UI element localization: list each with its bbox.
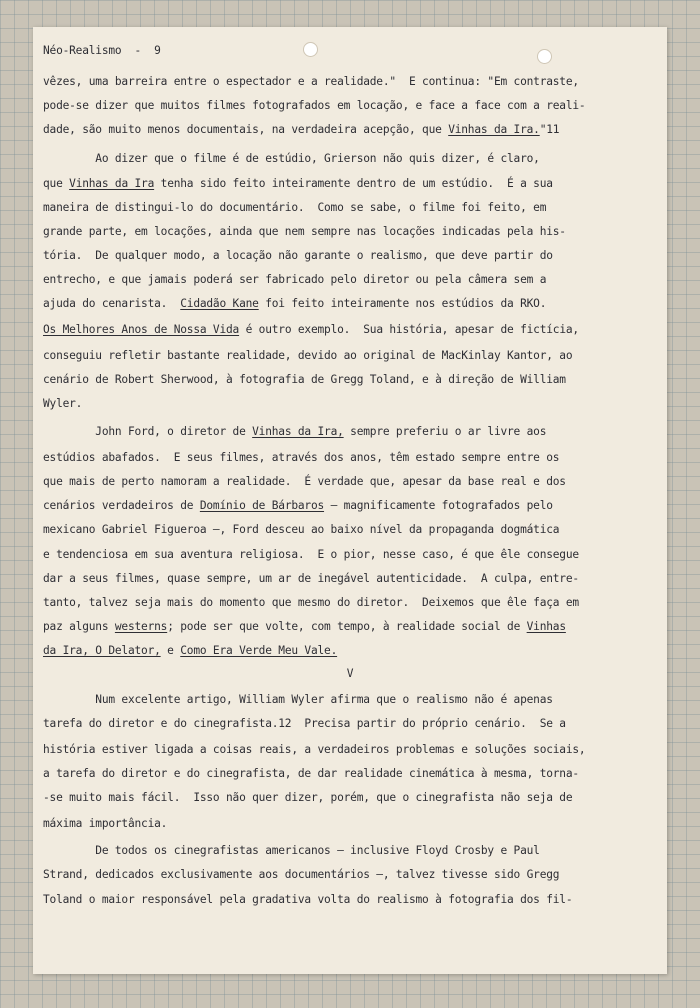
text-segment: e xyxy=(160,644,181,657)
text-segment: que xyxy=(43,177,70,190)
text-segment: tória. De qualquer modo, a locação não garante o realismo, que deve partir do xyxy=(43,249,553,262)
page-body xyxy=(33,27,667,906)
text-line xyxy=(43,499,553,513)
underlined-title: Vinhas da Ira xyxy=(69,177,155,190)
text-line xyxy=(43,743,585,757)
text-segment: ; pode ser que volte, com tempo, à realidade social de xyxy=(167,620,527,633)
text-segment: foi feito inteiramente nos estúdios da RKO. xyxy=(258,297,547,310)
text-line xyxy=(43,596,579,610)
text-line xyxy=(43,693,553,707)
text-segment: é outro exemplo. Sua história, apesar de fictícia, xyxy=(239,323,579,336)
typewritten-page xyxy=(33,27,667,974)
text-segment: e tendenciosa em sua aventura religiosa. E o pior, nesse caso, é que êle consegue xyxy=(43,548,579,561)
page-header: Néo-Realismo - 9 xyxy=(43,44,161,57)
text-line xyxy=(43,893,572,907)
text-segment: maneira de distingui-lo do documentário. Como se sabe, o filme foi feito, em xyxy=(43,201,547,214)
text-segment: De todos os cinegrafistas americanos — inclusive Floyd Crosby e Paul xyxy=(43,844,540,857)
text-segment: máxima importância. xyxy=(43,817,168,830)
text-segment: mexicano Gabriel Figueroa —, Ford desceu ao baixo nível da propaganda dogmática xyxy=(43,523,560,536)
underlined-title: Vinhas da Ira. xyxy=(448,123,540,136)
underlined-title: da Ira, O Delator, xyxy=(43,644,161,657)
underlined-title: Vinhas da Ira, xyxy=(252,425,344,438)
text-line xyxy=(43,844,540,858)
text-segment: tanto, talvez seja mais do momento que mesmo do diretor. Deixemos que êle faça em xyxy=(43,596,579,609)
text-line xyxy=(43,644,337,658)
text-line xyxy=(43,323,579,337)
text-segment: entrecho, e que jamais poderá ser fabricado pelo diretor ou pela câmera sem a xyxy=(43,273,547,286)
text-segment: dade, são muito menos documentais, na verdadeira acepção, que xyxy=(43,123,449,136)
text-segment: V xyxy=(346,667,354,680)
text-line xyxy=(43,225,566,239)
text-line xyxy=(43,397,82,411)
text-segment: Ao dizer que o filme é de estúdio, Grierson não quis dizer, é claro, xyxy=(43,152,540,165)
text-line xyxy=(43,373,566,387)
text-segment: dar a seus filmes, quase sempre, um ar de inegável autenticidade. A culpa, entre- xyxy=(43,572,579,585)
text-line xyxy=(43,572,579,586)
text-line xyxy=(43,249,553,263)
underlined-title: Domínio de Bárbaros xyxy=(199,499,325,512)
text-segment: vêzes, uma barreira entre o espectador e a realidade." E continua: "Em contraste, xyxy=(43,75,579,88)
text-line xyxy=(43,523,559,537)
text-line xyxy=(43,767,579,781)
underlined-title: Vinhas xyxy=(526,620,566,633)
text-segment: — magnificamente fotografados pelo xyxy=(324,499,553,512)
text-segment: Toland o maior responsável pela gradativa volta do realismo à fotografia dos fil- xyxy=(43,893,573,906)
text-segment: conseguiu refletir bastante realidade, devido ao original de MacKinlay Kantor, ao xyxy=(43,349,573,362)
text-segment: sempre preferiu o ar livre aos xyxy=(343,425,547,438)
text-segment: -se muito mais fácil. Isso não quer dizer, porém, que o cinegrafista não seja de xyxy=(43,791,573,804)
text-line xyxy=(43,868,559,882)
text-line xyxy=(43,123,559,137)
text-segment: a tarefa do diretor e do cinegrafista, de dar realidade cinemática à mesma, torna- xyxy=(43,767,579,780)
text-segment: grande parte, em locações, ainda que nem sempre nas locações indicadas pela his- xyxy=(43,225,566,238)
text-line xyxy=(43,475,566,489)
text-segment: Strand, dedicados exclusivamente aos documentários —, talvez tivesse sido Gregg xyxy=(43,868,560,881)
text-line xyxy=(43,349,572,363)
text-line xyxy=(33,667,667,681)
text-line xyxy=(43,791,572,805)
text-line xyxy=(43,152,540,166)
underlined-title: Como Era Verde Meu Vale. xyxy=(180,644,338,657)
text-line xyxy=(43,273,546,287)
text-line xyxy=(43,451,559,465)
underlined-title: westerns xyxy=(114,620,168,633)
text-segment: tenha sido feito inteiramente dentro de um estúdio. É a sua xyxy=(154,177,553,190)
text-line xyxy=(43,620,566,634)
text-line xyxy=(43,425,546,439)
text-segment: pode-se dizer que muitos filmes fotografados em locação, e face a face com a reali- xyxy=(43,99,586,112)
text-segment: cenário de Robert Sherwood, à fotografia de Gregg Toland, e à direção de William xyxy=(43,373,566,386)
text-segment: cenários verdadeiros de xyxy=(43,499,200,512)
text-segment: Wyler. xyxy=(43,397,83,410)
text-segment: ajuda do cenarista. xyxy=(43,297,181,310)
text-segment: que mais de perto namoram a realidade. É verdade que, apesar da base real e dos xyxy=(43,475,566,488)
text-line xyxy=(43,717,566,731)
text-line xyxy=(43,817,167,831)
text-line xyxy=(43,177,553,191)
text-line xyxy=(43,75,579,89)
text-segment: "11 xyxy=(539,123,560,136)
text-segment: Num excelente artigo, William Wyler afirma que o realismo não é apenas xyxy=(43,693,553,706)
underlined-title: Cidadão Kane xyxy=(180,297,259,310)
text-segment: tarefa do diretor e do cinegrafista.12 Precisa partir do próprio cenário. Se a xyxy=(43,717,566,730)
text-segment: estúdios abafados. E seus filmes, através dos anos, têm estado sempre entre os xyxy=(43,451,560,464)
text-segment: John Ford, o diretor de xyxy=(43,425,253,438)
text-line xyxy=(43,297,546,311)
underlined-title: Os Melhores Anos de Nossa Vida xyxy=(43,323,240,336)
text-line xyxy=(43,548,579,562)
text-line xyxy=(43,201,546,215)
text-line xyxy=(43,99,585,113)
text-segment: história estiver ligada a coisas reais, a verdadeiros problemas e soluções sociais, xyxy=(43,743,586,756)
text-segment: paz alguns xyxy=(43,620,115,633)
